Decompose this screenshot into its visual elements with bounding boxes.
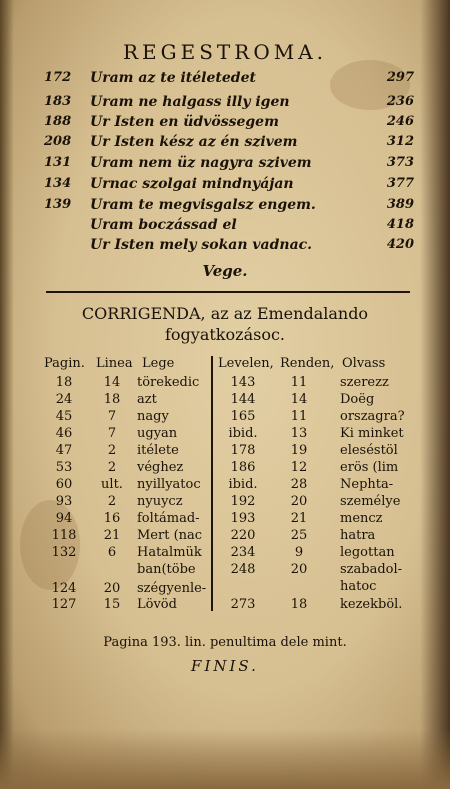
register-page: 420 [386, 237, 414, 252]
cell-pagin: 93 [55, 494, 73, 509]
table-row [0, 511, 450, 529]
cell-renden: 20 [290, 494, 308, 509]
table-row [0, 443, 450, 461]
cell-levelen: 143 [230, 375, 256, 390]
cell-pagin: 46 [55, 426, 73, 441]
cell-pagin: 60 [55, 477, 73, 492]
register-page: 297 [386, 70, 414, 85]
cell-levelen: 220 [230, 528, 256, 543]
cell-renden: 13 [290, 426, 308, 441]
register-row [0, 94, 450, 114]
cell-olvass: eleséstöl [340, 443, 398, 458]
divider-rule [46, 291, 410, 293]
register-text: Ur Isten mely sokan vadnac. [90, 237, 313, 253]
cell-linea: ult. [101, 477, 123, 492]
cell-levelen: 234 [230, 545, 256, 560]
cell-levelen: 144 [230, 392, 256, 407]
register-row [0, 70, 450, 90]
cell-linea: 21 [103, 528, 121, 543]
register-page: 377 [386, 176, 414, 191]
cell-pagin: 53 [55, 460, 73, 475]
register-number: 131 [44, 155, 72, 170]
register-page: 373 [386, 155, 414, 170]
cell-renden: 21 [290, 511, 308, 526]
cell-lege: nyillyatoc [137, 477, 201, 492]
table-row [0, 477, 450, 495]
cell-pagin: 94 [55, 511, 73, 526]
register-text: Uram ne halgass illy igen [90, 94, 290, 110]
cell-pagin: 45 [55, 409, 73, 424]
register-page: 246 [386, 114, 414, 129]
cell-linea: 6 [107, 545, 117, 560]
cell-pagin: 127 [51, 597, 77, 612]
register-text: Uram az te itéletedet [90, 70, 256, 86]
cell-lege: itélete [137, 443, 179, 458]
cell-lege: foltámad- [137, 511, 200, 526]
table-row [0, 375, 450, 393]
register-page: 389 [386, 197, 414, 212]
cell-linea: 2 [107, 494, 117, 509]
register-number: 139 [44, 197, 72, 212]
table-row [0, 528, 450, 546]
errata-footnote: Pagina 193. lin. penultima dele mint. [103, 635, 347, 650]
cell-renden: 19 [290, 443, 308, 458]
table-row [0, 494, 450, 512]
register-text: Urnac szolgai mindnyájan [90, 176, 294, 192]
cell-linea: 7 [107, 409, 117, 424]
cell-linea: 2 [107, 460, 117, 475]
register-number: 172 [44, 70, 72, 85]
cell-renden: 18 [290, 597, 308, 612]
table-row [0, 409, 450, 427]
cell-olvass: Ki minket [340, 426, 404, 441]
cell-pagin: 118 [51, 528, 77, 543]
register-row [0, 114, 450, 134]
register-number: 134 [44, 176, 72, 191]
register-page: 312 [386, 134, 414, 149]
cell-lege: ugyan [137, 426, 178, 441]
header-linea: Linea [96, 356, 133, 371]
cell-olvass: mencz [340, 511, 383, 526]
header-levelen: Levelen, [218, 356, 274, 371]
register-row [0, 176, 450, 196]
finis-mark: FINIS. [191, 657, 259, 675]
cell-lege: szégyenle- [137, 581, 207, 596]
table-row [0, 562, 450, 580]
cell-linea: 7 [107, 426, 117, 441]
cell-lege: Lövöd [137, 597, 177, 612]
header-lege: Lege [142, 356, 175, 371]
register-row [0, 155, 450, 175]
corrigenda-title [0, 303, 450, 345]
cell-levelen: 186 [230, 460, 256, 475]
cell-lege: véghez [137, 460, 184, 475]
register-row [0, 197, 450, 217]
table-row [0, 426, 450, 444]
table-row [0, 460, 450, 478]
cell-lege: Mert (nac [137, 528, 203, 543]
cell-lege: ban(töbe [137, 562, 196, 577]
header-renden: Renden, [280, 356, 335, 371]
cell-lege: nyuycz [137, 494, 183, 509]
cell-renden: 14 [290, 392, 308, 407]
cell-olvass: kezekböl. [340, 597, 403, 612]
register-number: 183 [44, 94, 72, 109]
cell-levelen: ibid. [228, 426, 258, 441]
cell-olvass: erös (lim [340, 460, 399, 475]
register-text: Ur Isten en üdvössegem [90, 114, 279, 130]
cell-renden: 20 [290, 562, 308, 577]
register-page: 236 [386, 94, 414, 109]
register-number: 188 [44, 114, 72, 129]
cell-levelen: 273 [230, 597, 256, 612]
cell-renden: 28 [290, 477, 308, 492]
cell-levelen: 248 [230, 562, 256, 577]
cell-renden: 11 [290, 409, 308, 424]
cell-olvass: Nephta- [340, 477, 394, 492]
register-number: 208 [44, 134, 72, 149]
table-row [0, 597, 450, 615]
cell-levelen: 178 [230, 443, 256, 458]
cell-pagin: 24 [55, 392, 73, 407]
header-pagin: Pagin. [44, 356, 85, 371]
cell-lege: Hatalmük [137, 545, 202, 560]
header-olvass: Olvass [342, 356, 386, 371]
cell-olvass: legottan [340, 545, 395, 560]
cell-renden: 11 [290, 375, 308, 390]
register-text: Ur Isten kész az én szivem [90, 134, 298, 150]
cell-linea: 2 [107, 443, 117, 458]
cell-pagin: 18 [55, 375, 73, 390]
register-text: Uram te megvisgalsz engem. [90, 197, 316, 213]
cell-renden: 9 [294, 545, 304, 560]
cell-lege: nagy [137, 409, 169, 424]
cell-olvass: hatra [340, 528, 376, 543]
register-row [0, 217, 450, 237]
cell-levelen: 165 [230, 409, 256, 424]
cell-levelen: ibid. [228, 477, 258, 492]
register-end: Vege. [202, 262, 248, 280]
cell-levelen: 192 [230, 494, 256, 509]
register-page: 418 [386, 217, 414, 232]
cell-olvass: hatoc [340, 579, 377, 594]
cell-olvass: orszagra? [340, 409, 405, 424]
register-text: Uram nem üz nagyra szivem [90, 155, 312, 171]
cell-pagin: 47 [55, 443, 73, 458]
cell-olvass: szerezz [340, 375, 389, 390]
cell-linea: 16 [103, 511, 121, 526]
register-title: REGESTROMA. [122, 40, 327, 64]
cell-renden: 25 [290, 528, 308, 543]
cell-linea: 18 [103, 392, 121, 407]
register-row [0, 134, 450, 154]
register-row [0, 237, 450, 257]
cell-linea: 15 [103, 597, 121, 612]
cell-renden: 12 [290, 460, 308, 475]
cell-olvass: szabadol- [340, 562, 403, 577]
page-bottom-shadow [0, 729, 450, 789]
table-row [0, 545, 450, 563]
cell-linea: 14 [103, 375, 121, 390]
register-text: Uram boczássad el [90, 217, 237, 233]
cell-pagin: 132 [51, 545, 77, 560]
corrigenda-title-line2: fogyatkozásoc. [165, 325, 285, 344]
cell-olvass: Doëg [340, 392, 375, 407]
corrigenda-title-line1: CORRIGENDA, az az Emendalando [81, 304, 369, 323]
cell-olvass: személye [340, 494, 401, 509]
cell-lege: törekedic [137, 375, 200, 390]
table-row [0, 392, 450, 410]
cell-levelen: 193 [230, 511, 256, 526]
cell-pagin: 124 [51, 581, 77, 596]
cell-lege: azt [137, 392, 157, 407]
cell-linea: 20 [103, 581, 121, 596]
